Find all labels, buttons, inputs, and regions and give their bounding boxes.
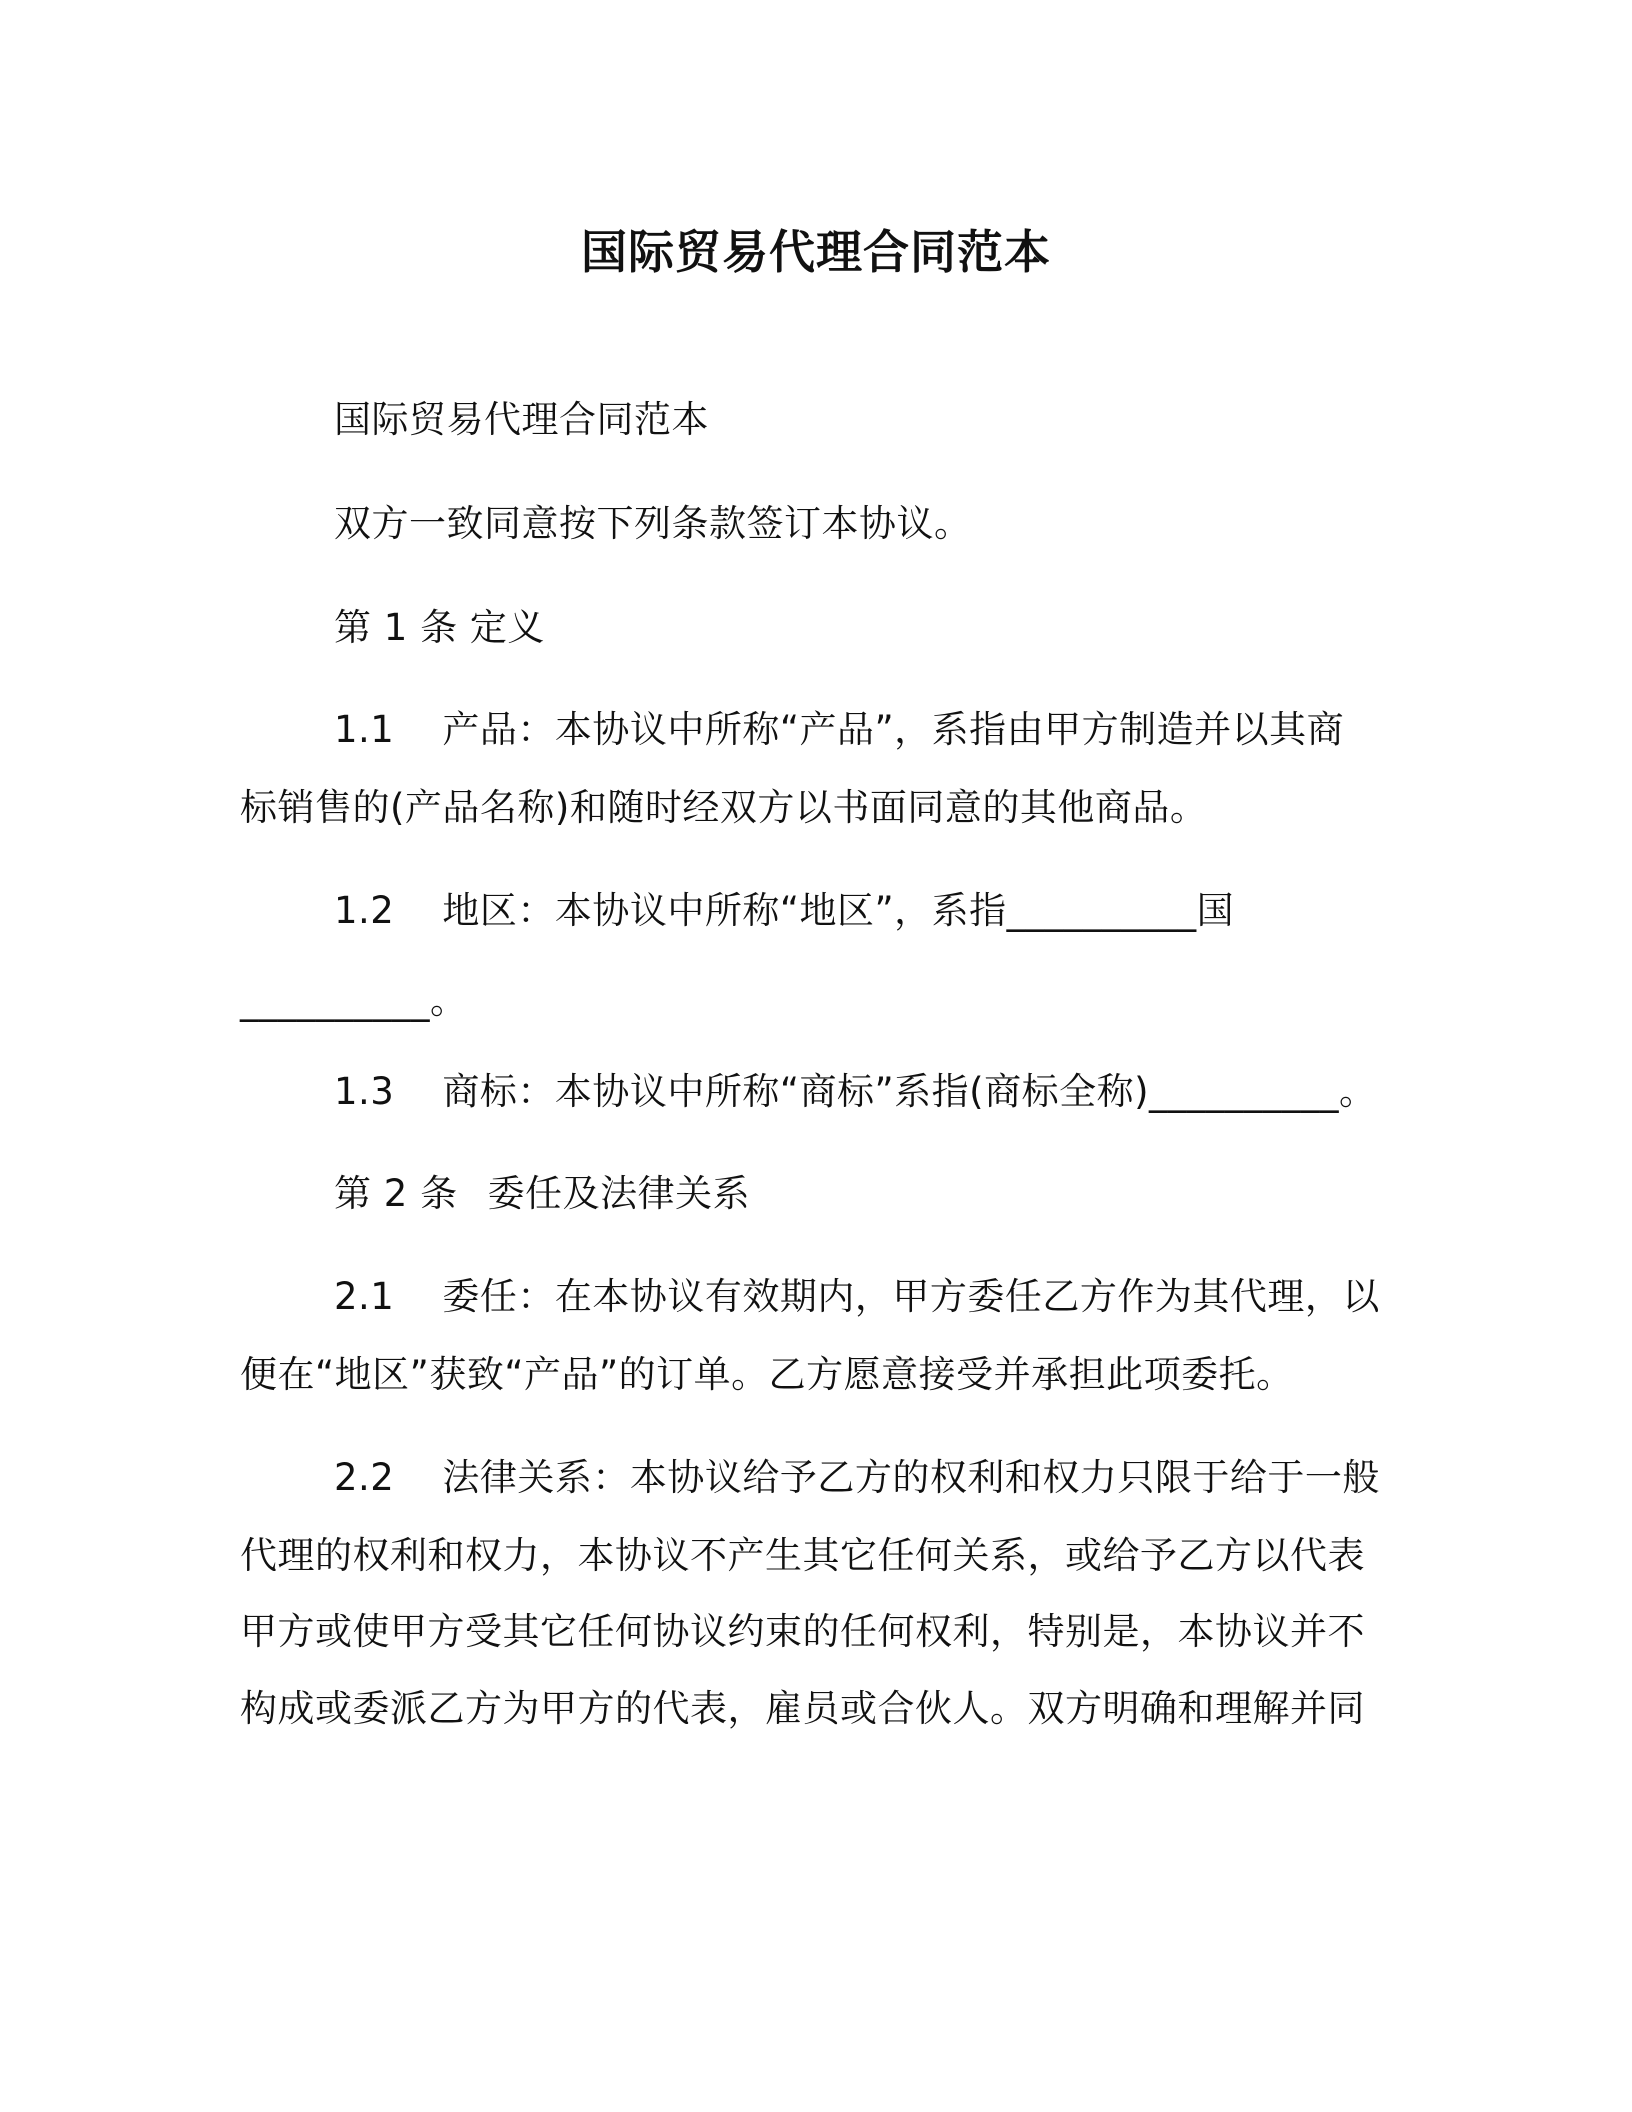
clause-1-1-line-1	[334, 705, 1344, 755]
clause-text: 产品：本协议中所称“产品”，系指由甲方制造并以其商	[442, 708, 1345, 751]
clause-number: 2.1	[334, 1275, 395, 1318]
article-number: 第 2 条	[334, 1172, 458, 1215]
clause-2-2-line-4: 构成或委派乙方为甲方的代表，雇员或合伙人。双方明确和理解并同	[240, 1687, 1365, 1730]
clause-2-2-line-3: 甲方或使甲方受其它任何协议约束的任何权利，特别是，本协议并不	[240, 1610, 1365, 1653]
clause-number: 1.2	[334, 889, 395, 932]
clause-2-2-line-1	[334, 1453, 1380, 1503]
clause-number: 2.2	[334, 1456, 395, 1499]
clause-2-2-line-2: 代理的权利和权力，本协议不产生其它任何关系，或给予乙方以代表	[240, 1534, 1365, 1577]
clause-1-1-line-2: 标销售的(产品名称)和随时经双方以书面同意的其他商品。	[240, 786, 1208, 829]
clause-text: 委任：在本协议有效期内，甲方委任乙方作为其代理，以	[442, 1275, 1380, 1318]
clause-2-1-line-2: 便在“地区”获致“产品”的订单。乙方愿意接受并承担此项委托。	[240, 1353, 1294, 1396]
clause-text: 地区：本协议中所称“地区”，系指__________国	[442, 889, 1235, 932]
clause-text: 法律关系：本协议给予乙方的权利和权力只限于给于一般	[442, 1456, 1380, 1499]
clause-2-1-line-1	[334, 1272, 1380, 1322]
clause-text: 商标：本协议中所称“商标”系指(商标全称)__________。	[442, 1070, 1377, 1113]
article-2-heading	[334, 1169, 750, 1219]
intro-paragraph: 双方一致同意按下列条款签订本协议。	[334, 502, 972, 545]
document-subtitle: 国际贸易代理合同范本	[334, 398, 709, 441]
article-title: 委任及法律关系	[487, 1172, 751, 1215]
clause-1-2-line-2: __________。	[240, 979, 468, 1022]
clause-number: 1.3	[334, 1070, 395, 1113]
clause-1-3-line-1	[334, 1067, 1377, 1117]
clause-1-2-line-1	[334, 886, 1234, 936]
article-1-heading: 第 1 条 定义	[334, 606, 545, 649]
document-title: 国际贸易代理合同范本	[581, 225, 1051, 279]
clause-number: 1.1	[334, 708, 395, 751]
